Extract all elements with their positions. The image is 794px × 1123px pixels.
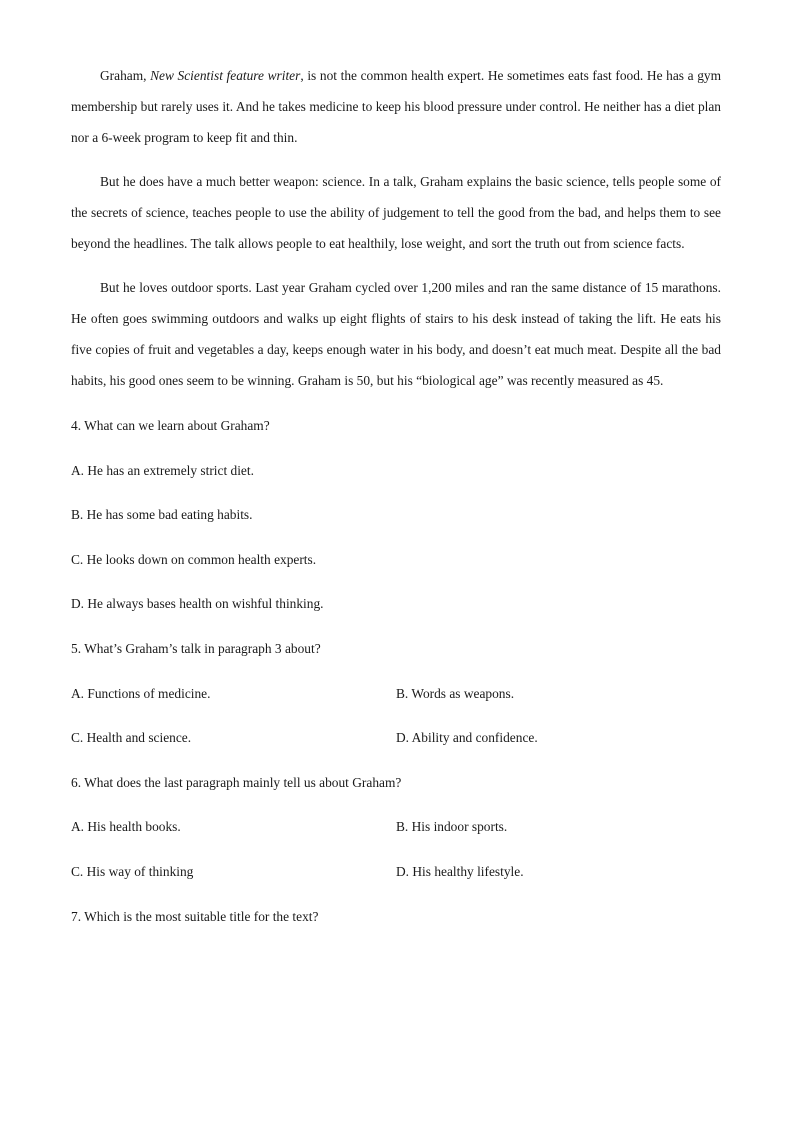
question-5-row-1 [71,678,721,723]
question-6-option-d: D. His healthy lifestyle. [396,863,524,879]
question-5-row-2 [71,722,721,767]
question-6-row-2 [71,856,721,901]
paragraph-1-lead: Graham, [100,68,147,83]
question-5-option-b: B. Words as weapons. [396,685,515,701]
paragraph-1-rest: , is not the common health expert. He sometimes eats fast food. He has a gym membership but rarely uses it. And he takes medicine to keep his blood pressure under control. He neither has a diet plan nor a 6-week program to keep fit and thin. [71,68,721,145]
document-page [71,60,721,945]
question-5-stem: 5. What’s Graham’s talk in paragraph 3 about? [71,640,321,656]
question-6-row-1 [71,811,721,856]
question-4-stem: 4. What can we learn about Graham? [71,418,270,433]
question-4-option-c: C. He looks down on common health experts. [71,551,317,567]
question-6-option-b: B. His indoor sports. [396,819,508,835]
question-5-option-c: C. Health and science. [71,730,192,746]
question-5-option-d: D. Ability and confidence. [396,730,538,746]
question-4-option-a: A. He has an extremely strict diet. [71,462,254,478]
question-6-option-a: A. His health books. [71,819,181,835]
question-4-option-d: D. He always bases health on wishful thinking. [71,596,324,612]
question-4-option-b: B. He has some bad eating habits. [71,507,253,523]
passage-paragraph-3: But he loves outdoor sports. Last year Graham cycled over 1,200 miles and ran the same distance of 15 marathons. He often goes swimming outdoors and walks up eight flights of stairs to his desk instead of taking the lift. He eats his five copies of fruit and vegetables a day, keeps enough water in his body, and doesn’t eat much meat. Despite all the bad habits, his good ones seem to be winning. Graham is 50, but his “biological age” was recently measured as 45. [71,280,721,388]
question-list [71,410,721,945]
passage-paragraph-2: But he does have a much better weapon: science. In a talk, Graham explains the basic science, tells people some of the secrets of science, teaches people to use the ability of judgement to tell the good from the bad, and helps them to see beyond the headlines. The talk allows people to eat healthily, lose weight, and sort the truth out from science facts. [71,174,721,251]
question-5-option-a: A. Functions of medicine. [71,685,211,701]
paragraph-1-italic: New Scientist feature writer [150,68,301,83]
passage-paragraph-1 [71,60,721,153]
question-6-option-c: C. His way of thinking [71,863,194,879]
question-7-stem: 7. Which is the most suitable title for the text? [71,908,319,924]
question-6-stem: 6. What does the last paragraph mainly tell us about Graham? [71,774,402,790]
